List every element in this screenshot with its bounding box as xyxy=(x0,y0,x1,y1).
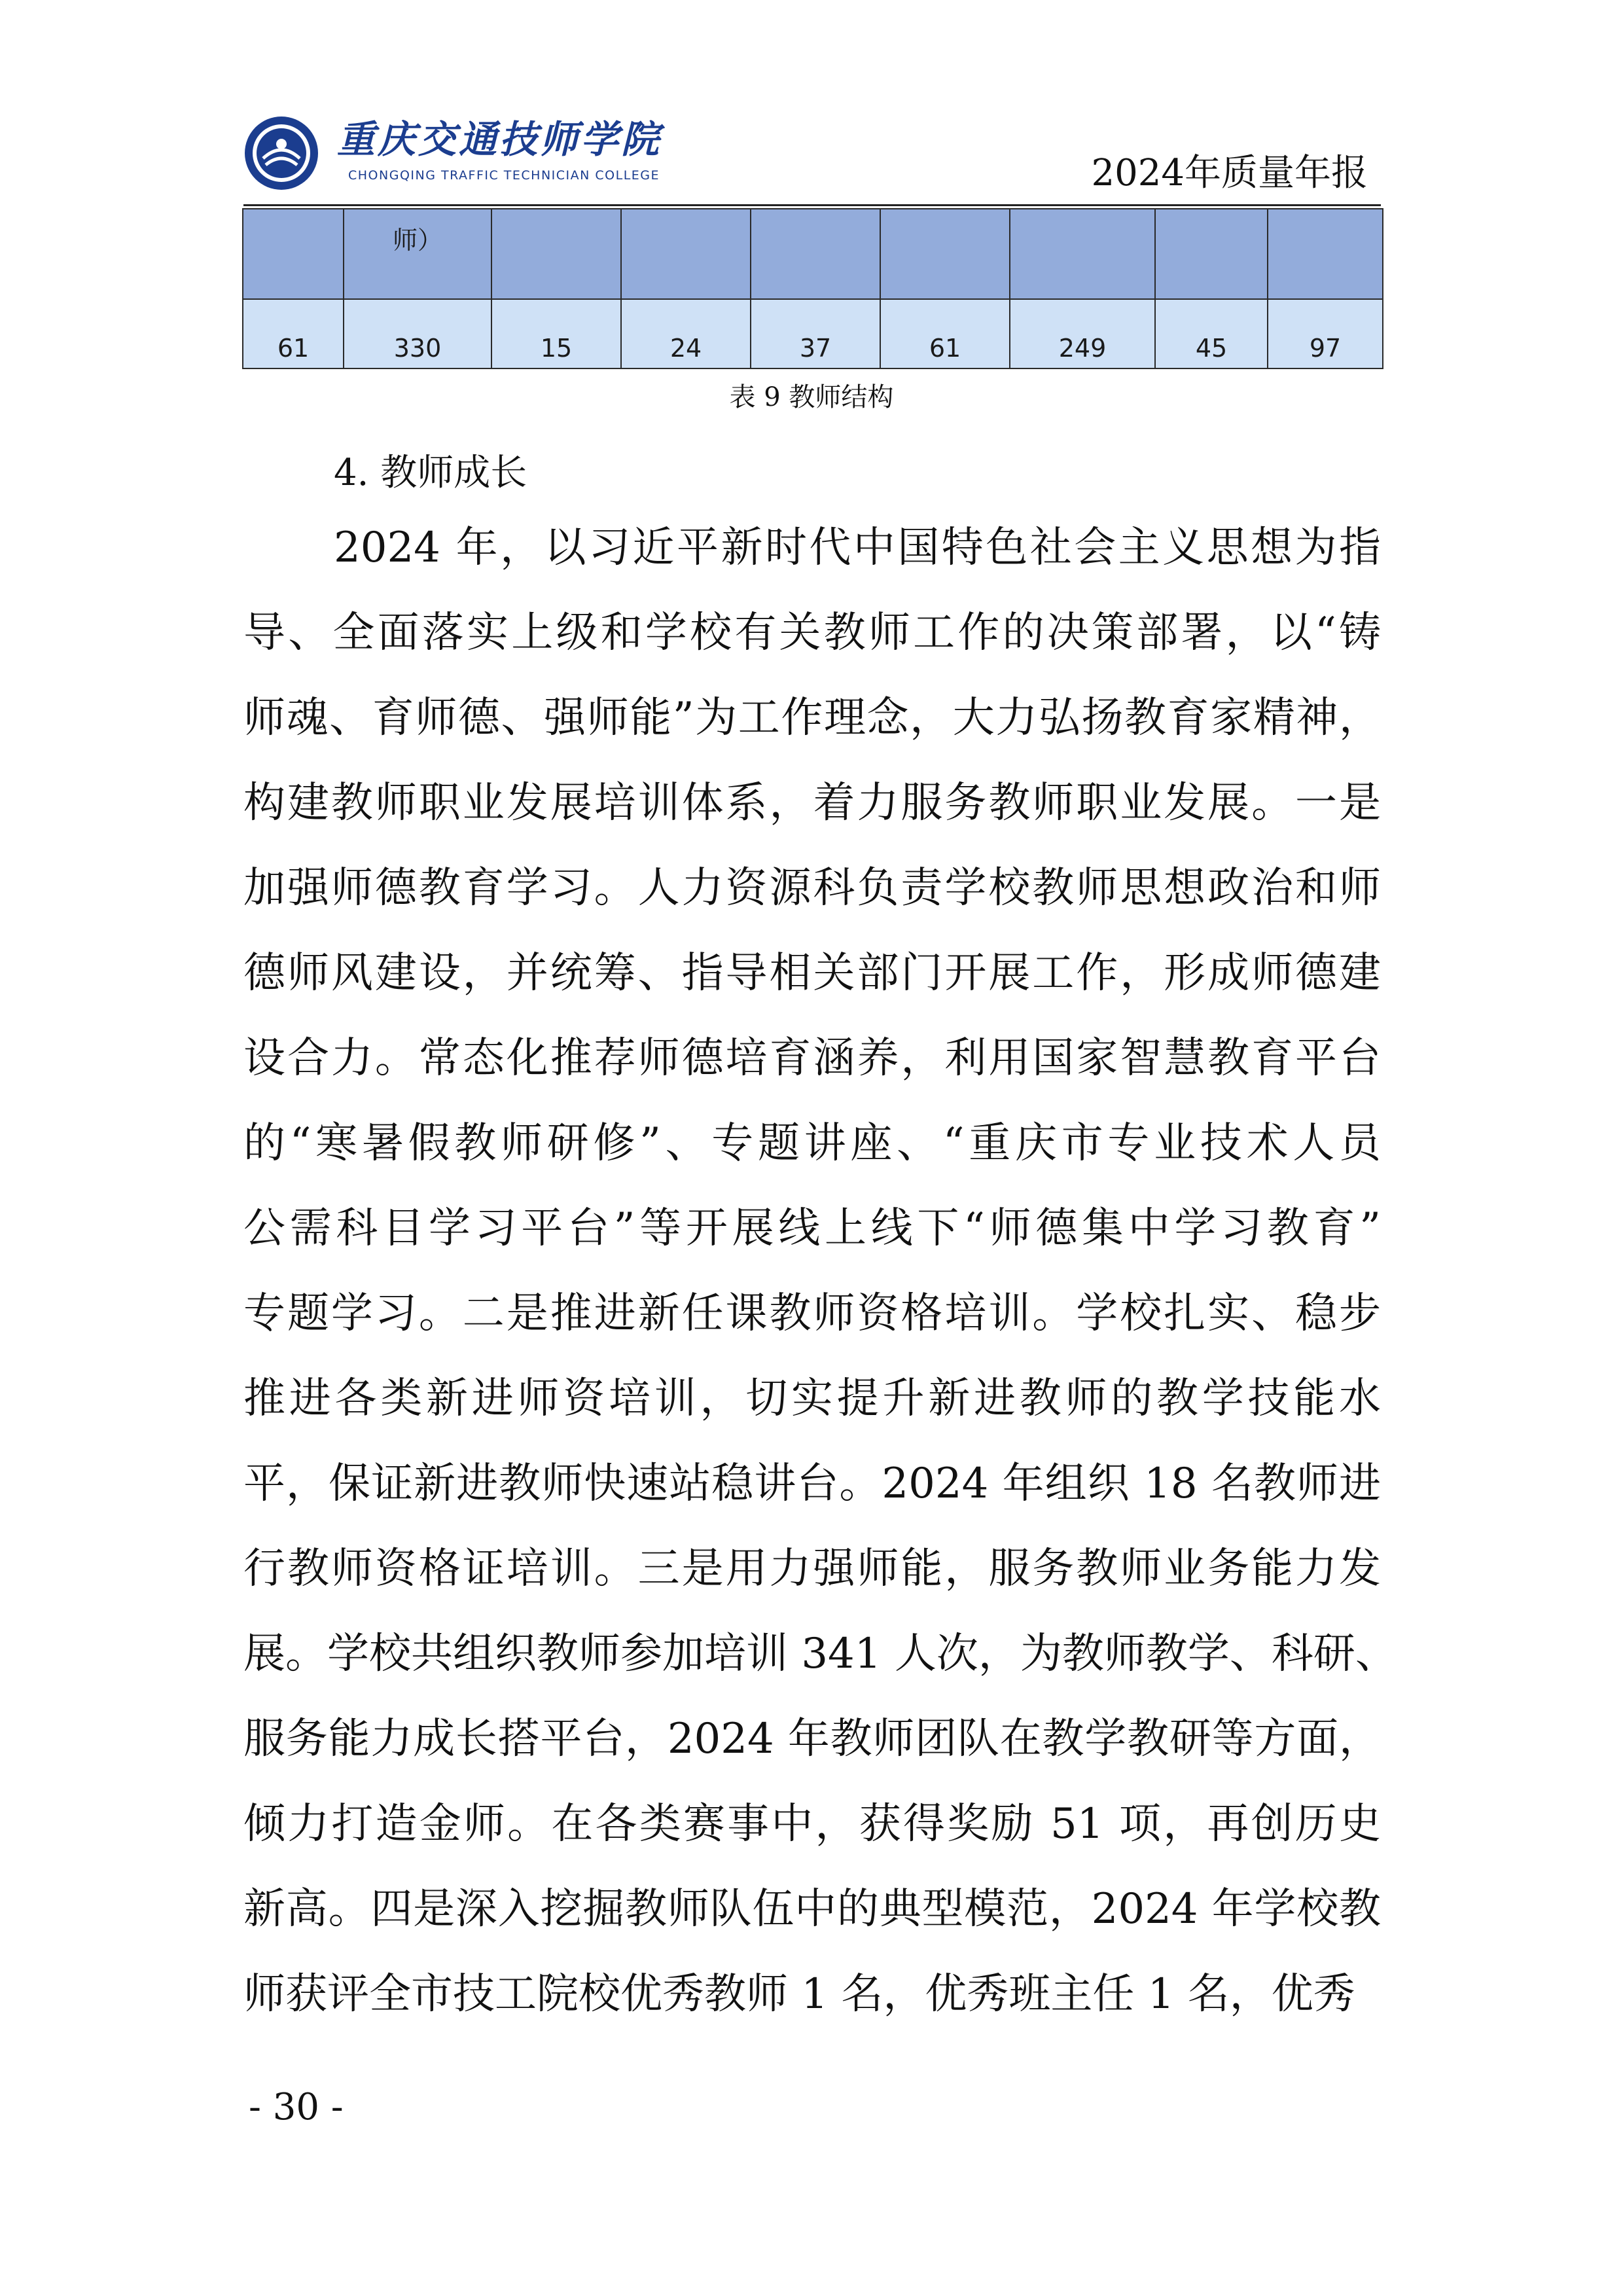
paragraph-line: 倾力打造金师。在各类赛事中，获得奖励 51 项，再创历史 xyxy=(243,1800,1381,1848)
table-header-cell xyxy=(243,209,344,299)
page-header xyxy=(0,0,1623,209)
table-header-cell: 师） xyxy=(344,209,491,299)
table-cell: 24 xyxy=(621,299,751,368)
table-header-row xyxy=(243,209,1383,299)
paragraph-line: 师获评全市技工院校优秀教师 1 名，优秀班主任 1 名，优秀 xyxy=(243,1970,1355,2018)
college-name-en: CHONGQING TRAFFIC TECHNICIAN COLLEGE xyxy=(348,168,660,183)
paragraph-line: 平，保证新进教师快速站稳讲台。2024 年组织 18 名教师进 xyxy=(243,1460,1381,1508)
header-divider xyxy=(243,204,1381,206)
paragraph-line: 专题学习。二是推进新任课教师资格培训。学校扎实、稳步 xyxy=(243,1289,1381,1338)
table-cell: 37 xyxy=(751,299,880,368)
table-cell: 45 xyxy=(1155,299,1268,368)
table-cell: 249 xyxy=(1010,299,1155,368)
college-name-cn: 重庆交通技师学院 xyxy=(337,117,662,162)
table-cell: 97 xyxy=(1268,299,1383,368)
table-header-cell xyxy=(1010,209,1155,299)
paragraph-line: 师魂、育师德、强师能”为工作理念，大力弘扬教育家精神， xyxy=(243,694,1381,742)
paragraph-line: 设合力。常态化推荐师德培育涵养，利用国家智慧教育平台 xyxy=(243,1034,1381,1083)
paragraph-line: 推进各类新进师资培训，切实提升新进教师的教学技能水 xyxy=(243,1374,1381,1423)
paragraph-line: 构建教师职业发展培训体系，着力服务教师职业发展。一是 xyxy=(243,779,1381,827)
table-header-cell xyxy=(1268,209,1383,299)
table-header-cell xyxy=(491,209,621,299)
paragraph-line: 2024 年，以习近平新时代中国特色社会主义思想为指 xyxy=(334,524,1381,572)
paragraph-line: 公需科目学习平台”等开展线上线下“师德集中学习教育” xyxy=(243,1204,1381,1253)
report-title: 2024年质量年报 xyxy=(1091,152,1368,194)
table-cell: 15 xyxy=(491,299,621,368)
table-caption: 表 9 教师结构 xyxy=(729,382,894,412)
section-heading: 4. 教师成长 xyxy=(334,452,527,494)
paragraph-line: 新高。四是深入挖掘教师队伍中的典型模范，2024 年学校教 xyxy=(243,1885,1381,1933)
page-number: - 30 - xyxy=(249,2086,344,2128)
paragraph-line: 导、全面落实上级和学校有关教师工作的决策部署，以“铸 xyxy=(243,609,1381,657)
table-cell: 330 xyxy=(344,299,491,368)
paragraph-line: 服务能力成长搭平台，2024 年教师团队在教学教研等方面， xyxy=(243,1715,1381,1763)
paragraph-line: 行教师资格证培训。三是用力强师能，服务教师业务能力发 xyxy=(243,1545,1381,1593)
table-header-cell xyxy=(880,209,1010,299)
table-cell: 61 xyxy=(880,299,1010,368)
paragraph-line: 的“寒暑假教师研修”、专题讲座、“重庆市专业技术人员 xyxy=(243,1119,1381,1168)
table-cell: 61 xyxy=(243,299,344,368)
paragraph-line: 加强师德教育学习。人力资源科负责学校教师思想政治和师 xyxy=(243,864,1381,912)
table-header-cell xyxy=(751,209,880,299)
college-emblem-icon xyxy=(243,115,319,191)
table-row xyxy=(243,299,1383,368)
table-header-cell xyxy=(1155,209,1268,299)
paragraph-line: 德师风建设，并统筹、指导相关部门开展工作，形成师德建 xyxy=(243,949,1381,997)
teacher-structure-table xyxy=(242,208,1383,369)
paragraph-line: 展。学校共组织教师参加培训 341 人次，为教师教学、科研、 xyxy=(243,1630,1397,1678)
table-header-cell xyxy=(621,209,751,299)
